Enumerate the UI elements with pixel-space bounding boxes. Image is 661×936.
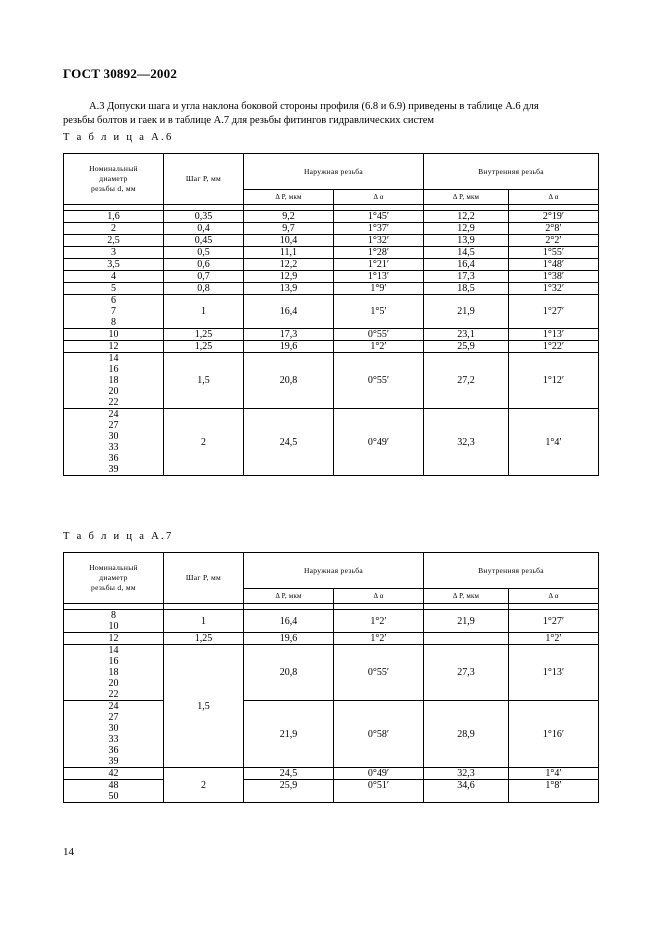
cell-ext-da: 0°55′ — [334, 329, 424, 341]
cell-diameter: 14 16 18 20 22 — [64, 645, 164, 701]
cell-int-da: 1°8′ — [509, 780, 599, 803]
cell-pitch: 0,35 — [164, 211, 244, 223]
cell-int-dp: 27,3 — [424, 645, 509, 701]
cell-ext-da: 1°45′ — [334, 211, 424, 223]
table-row — [64, 295, 599, 329]
cell-int-dp: 12,9 — [424, 223, 509, 235]
header-delta-alpha: Δ α — [334, 190, 424, 205]
cell-int-da: 1°38′ — [509, 271, 599, 283]
table-row — [64, 701, 599, 768]
cell-ext-dp: 16,4 — [244, 295, 334, 329]
cell-int-da: 1°13′ — [509, 329, 599, 341]
cell-ext-da: 1°9′ — [334, 283, 424, 295]
document-header: ГОСТ 30892—2002 — [63, 66, 178, 81]
cell-ext-da: 0°55′ — [334, 645, 424, 701]
intro-line-1: А.3 Допуски шага и угла наклона боковой стороны профиля (6.8 и 6.9) приведены в таблице А.6 для — [89, 101, 539, 112]
cell-pitch: 0,8 — [164, 283, 244, 295]
cell-int-dp: 17,3 — [424, 271, 509, 283]
cell-ext-da: 1°2′ — [334, 633, 424, 645]
table-a7-caption: Т а б л и ц а А.7 — [63, 531, 174, 542]
cell-ext-da: 1°32′ — [334, 235, 424, 247]
header-external-thread: Наружная резьба — [244, 553, 424, 589]
header-delta-p: Δ P, мкм — [424, 589, 509, 604]
header-external-thread: Наружная резьба — [244, 154, 424, 190]
cell-int-dp: 25,9 — [424, 341, 509, 353]
cell-int-dp: 14,5 — [424, 247, 509, 259]
cell-int-dp: 32,3 — [424, 409, 509, 476]
header-delta-alpha: Δ α — [334, 589, 424, 604]
table-row — [64, 223, 599, 235]
cell-ext-dp: 17,3 — [244, 329, 334, 341]
cell-int-da: 1°2′ — [509, 633, 599, 645]
page-number: 14 — [63, 846, 74, 858]
cell-ext-da: 1°37′ — [334, 223, 424, 235]
header-delta-p: Δ P, мкм — [244, 589, 334, 604]
cell-ext-da: 1°2′ — [334, 610, 424, 633]
cell-ext-dp: 19,6 — [244, 633, 334, 645]
table-row — [64, 645, 599, 701]
cell-int-dp: 23,1 — [424, 329, 509, 341]
cell-diameter: 14 16 18 20 22 — [64, 353, 164, 409]
cell-ext-da: 0°49′ — [334, 768, 424, 780]
cell-int-dp: 34,6 — [424, 780, 509, 803]
cell-pitch: 1,25 — [164, 341, 244, 353]
cell-pitch: 0,5 — [164, 247, 244, 259]
cell-diameter: 24 27 30 33 36 39 — [64, 701, 164, 768]
cell-ext-dp: 24,5 — [244, 409, 334, 476]
header-delta-alpha: Δ α — [509, 589, 599, 604]
cell-ext-da: 1°5′ — [334, 295, 424, 329]
cell-ext-dp: 13,9 — [244, 283, 334, 295]
cell-int-dp: 32,3 — [424, 768, 509, 780]
header-delta-alpha: Δ α — [509, 190, 599, 205]
cell-int-dp: 12,2 — [424, 211, 509, 223]
cell-ext-dp: 12,2 — [244, 259, 334, 271]
cell-diameter: 8 10 — [64, 610, 164, 633]
cell-int-da: 1°27′ — [509, 610, 599, 633]
intro-line-2: резьбы болтов и гаек и в таблице А.7 для резьбы фитингов гидравлических систем — [63, 115, 435, 126]
table-row — [64, 610, 599, 633]
table-row — [64, 353, 599, 409]
table-row — [64, 329, 599, 341]
cell-ext-dp: 9,2 — [244, 211, 334, 223]
cell-ext-da: 0°58′ — [334, 701, 424, 768]
cell-ext-da: 1°28′ — [334, 247, 424, 259]
cell-ext-dp: 19,6 — [244, 341, 334, 353]
table-row — [64, 235, 599, 247]
cell-pitch: 1,25 — [164, 633, 244, 645]
intro-paragraph — [63, 100, 603, 128]
cell-diameter: 4 — [64, 271, 164, 283]
cell-pitch: 2 — [164, 768, 244, 803]
cell-diameter: 3 — [64, 247, 164, 259]
cell-ext-dp: 11,1 — [244, 247, 334, 259]
cell-int-da: 1°27′ — [509, 295, 599, 329]
cell-int-da: 1°13′ — [509, 645, 599, 701]
cell-int-dp: 21,9 — [424, 295, 509, 329]
header-pitch: Шаг P, мм — [164, 154, 244, 205]
table-row — [64, 271, 599, 283]
cell-ext-dp: 12,9 — [244, 271, 334, 283]
table-row — [64, 409, 599, 476]
cell-pitch: 1 — [164, 610, 244, 633]
table-row — [64, 768, 599, 780]
cell-int-dp: 27,2 — [424, 353, 509, 409]
cell-int-da: 1°4′ — [509, 409, 599, 476]
cell-pitch: 0,4 — [164, 223, 244, 235]
header-delta-p: Δ P, мкм — [424, 190, 509, 205]
cell-ext-da: 0°51′ — [334, 780, 424, 803]
cell-ext-dp: 10,4 — [244, 235, 334, 247]
header-diameter: Номинальный диаметр резьбы d, мм — [64, 154, 164, 205]
cell-diameter: 2,5 — [64, 235, 164, 247]
table-row — [64, 211, 599, 223]
table-a6 — [63, 153, 599, 476]
table-a7 — [63, 552, 599, 803]
cell-diameter: 2 — [64, 223, 164, 235]
cell-ext-dp: 9,7 — [244, 223, 334, 235]
table-row — [64, 247, 599, 259]
cell-int-dp: 18,5 — [424, 283, 509, 295]
cell-diameter: 5 — [64, 283, 164, 295]
cell-pitch: 0,7 — [164, 271, 244, 283]
header-pitch: Шаг P, мм — [164, 553, 244, 604]
cell-ext-dp: 20,8 — [244, 353, 334, 409]
header-diameter: Номинальный диаметр резьбы d, мм — [64, 553, 164, 604]
cell-ext-dp: 25,9 — [244, 780, 334, 803]
cell-diameter: 6 7 8 — [64, 295, 164, 329]
cell-pitch: 0,45 — [164, 235, 244, 247]
cell-int-da: 2°2′ — [509, 235, 599, 247]
cell-diameter: 1,6 — [64, 211, 164, 223]
cell-int-dp: 28,9 — [424, 701, 509, 768]
cell-ext-dp: 21,9 — [244, 701, 334, 768]
cell-diameter: 42 — [64, 768, 164, 780]
cell-diameter: 48 50 — [64, 780, 164, 803]
cell-int-da: 1°55′ — [509, 247, 599, 259]
cell-int-da: 1°4′ — [509, 768, 599, 780]
header-internal-thread: Внутренняя резьба — [424, 154, 599, 190]
table-row — [64, 341, 599, 353]
cell-int-da: 2°19′ — [509, 211, 599, 223]
table-row — [64, 259, 599, 271]
cell-pitch: 1,5 — [164, 645, 244, 768]
cell-int-dp: 21,9 — [424, 610, 509, 633]
cell-ext-da: 1°13′ — [334, 271, 424, 283]
header-delta-p: Δ P, мкм — [244, 190, 334, 205]
cell-pitch: 1,5 — [164, 353, 244, 409]
cell-diameter: 3,5 — [64, 259, 164, 271]
cell-pitch: 1 — [164, 295, 244, 329]
cell-ext-da: 0°49′ — [334, 409, 424, 476]
cell-int-dp: 16,4 — [424, 259, 509, 271]
cell-pitch: 2 — [164, 409, 244, 476]
cell-diameter: 12 — [64, 633, 164, 645]
cell-ext-dp: 24,5 — [244, 768, 334, 780]
cell-ext-da: 0°55′ — [334, 353, 424, 409]
cell-diameter: 24 27 30 33 36 39 — [64, 409, 164, 476]
cell-int-da: 1°22′ — [509, 341, 599, 353]
cell-ext-da: 1°2′ — [334, 341, 424, 353]
cell-int-da: 1°48′ — [509, 259, 599, 271]
cell-diameter: 12 — [64, 341, 164, 353]
table-row — [64, 780, 599, 803]
table-row — [64, 633, 599, 645]
cell-ext-dp: 20,8 — [244, 645, 334, 701]
cell-int-da: 2°8′ — [509, 223, 599, 235]
cell-int-dp: 13,9 — [424, 235, 509, 247]
cell-int-dp — [424, 633, 509, 645]
cell-int-da: 1°32′ — [509, 283, 599, 295]
header-internal-thread: Внутренняя резьба — [424, 553, 599, 589]
cell-ext-dp: 16,4 — [244, 610, 334, 633]
cell-pitch: 1,25 — [164, 329, 244, 341]
table-a6-caption: Т а б л и ц а А.6 — [63, 132, 174, 143]
cell-pitch: 0,6 — [164, 259, 244, 271]
cell-ext-da: 1°21′ — [334, 259, 424, 271]
table-row — [64, 283, 599, 295]
cell-diameter: 10 — [64, 329, 164, 341]
cell-int-da: 1°12′ — [509, 353, 599, 409]
cell-int-da: 1°16′ — [509, 701, 599, 768]
